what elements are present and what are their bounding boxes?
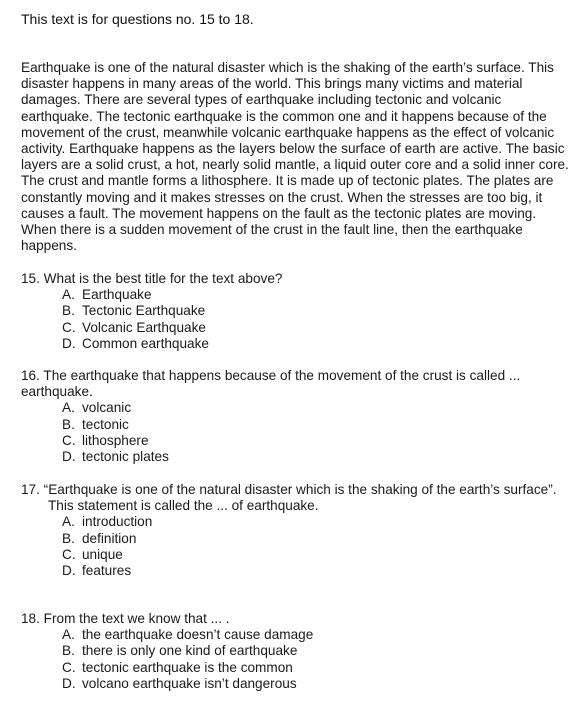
- question-15: [21, 271, 573, 352]
- option-letter: A.: [62, 400, 75, 416]
- option-d[interactable]: [62, 676, 573, 692]
- option-c[interactable]: [62, 660, 573, 676]
- option-text: introduction: [82, 514, 153, 530]
- option-b[interactable]: [62, 643, 573, 659]
- option-letter: C.: [62, 546, 76, 562]
- option-list: [21, 627, 573, 692]
- option-letter: B.: [62, 643, 75, 659]
- question-16: [21, 368, 573, 465]
- question-stem: 17. “Earthquake is one of the natural disaster which is the shaking of the earth’s surface”.: [21, 482, 557, 497]
- option-text: tectonic: [82, 416, 129, 432]
- option-a[interactable]: [62, 287, 573, 303]
- option-text: definition: [82, 530, 137, 546]
- option-text: the earthquake doesn’t cause damage: [82, 627, 314, 643]
- option-d[interactable]: [62, 449, 573, 465]
- reading-passage: [21, 60, 573, 254]
- passage-text: Earthquake is one of the natural disaster which is the shaking of the earth’s surface. This disaster happens in many areas of the world. This brings many victims and material damages. There are several types of earthquake including tectonic and volcanic earthquake. The tectonic earthquake is the common one and it happens because of the movement of the crust, meanwhile volcanic earthquake happens as the effect of volcanic activity. Earthquake happens as the layers below the surface of earth are active. The basic layers are a solid crust, a hot, nearly solid mantle, a liquid outer core and a solid inner core. The crust and mantle forms a lithosphere. It is made up of tectonic plates. The plates are constantly moving and it makes stresses on the crust. When the stresses are too big, it causes a fault. The movement happens on the fault as the tectonic plates are moving. When there is a sudden movement of the crust in the fault line, then the earthquake happens.: [21, 60, 569, 254]
- question-stem: 18. From the text we know that ... .: [21, 611, 230, 626]
- option-letter: D.: [62, 449, 76, 465]
- option-a[interactable]: [62, 514, 573, 530]
- option-list: [21, 287, 573, 352]
- option-letter: B.: [62, 416, 75, 432]
- option-text: volcanic: [82, 400, 132, 416]
- option-text: volcano earthquake isn’t dangerous: [82, 675, 297, 691]
- option-letter: C.: [62, 319, 76, 335]
- option-text: tectonic plates: [82, 449, 169, 465]
- option-text: tectonic earthquake is the common: [82, 659, 293, 675]
- option-d[interactable]: [62, 336, 573, 352]
- option-b[interactable]: [62, 417, 573, 433]
- option-text: Tectonic Earthquake: [82, 303, 206, 319]
- option-list: [21, 400, 573, 465]
- question-stem: 15. What is the best title for the text above?: [21, 271, 283, 286]
- option-text: features: [82, 563, 132, 579]
- option-d[interactable]: [62, 563, 573, 579]
- reading-instruction: This text is for questions no. 15 to 18.: [21, 11, 254, 27]
- option-letter: B.: [62, 530, 75, 546]
- option-text: unique: [82, 546, 123, 562]
- option-text: Common earthquake: [82, 335, 209, 351]
- option-letter: C.: [62, 659, 76, 675]
- option-b[interactable]: [62, 531, 573, 547]
- option-letter: D.: [62, 563, 76, 579]
- option-letter: B.: [62, 303, 75, 319]
- option-letter: A.: [62, 627, 75, 643]
- option-a[interactable]: [62, 627, 573, 643]
- option-letter: A.: [62, 287, 75, 303]
- option-text: Volcanic Earthquake: [82, 319, 206, 335]
- option-text: lithosphere: [82, 432, 149, 448]
- option-letter: D.: [62, 675, 76, 691]
- question-18: [21, 611, 573, 692]
- option-letter: D.: [62, 335, 76, 351]
- option-c[interactable]: [62, 433, 573, 449]
- option-letter: A.: [62, 514, 75, 530]
- option-text: there is only one kind of earthquake: [82, 643, 298, 659]
- option-c[interactable]: [62, 320, 573, 336]
- option-c[interactable]: [62, 547, 573, 563]
- option-letter: C.: [62, 432, 76, 448]
- option-a[interactable]: [62, 400, 573, 416]
- option-list: [21, 514, 573, 579]
- question-17: [21, 482, 573, 579]
- question-stem: 16. The earthquake that happens because of the movement of the crust is called ... earthquake.: [21, 368, 521, 400]
- option-text: Earthquake: [82, 287, 152, 303]
- question-subtext: This statement is called the ... of earthquake.: [48, 498, 319, 514]
- option-b[interactable]: [62, 303, 573, 319]
